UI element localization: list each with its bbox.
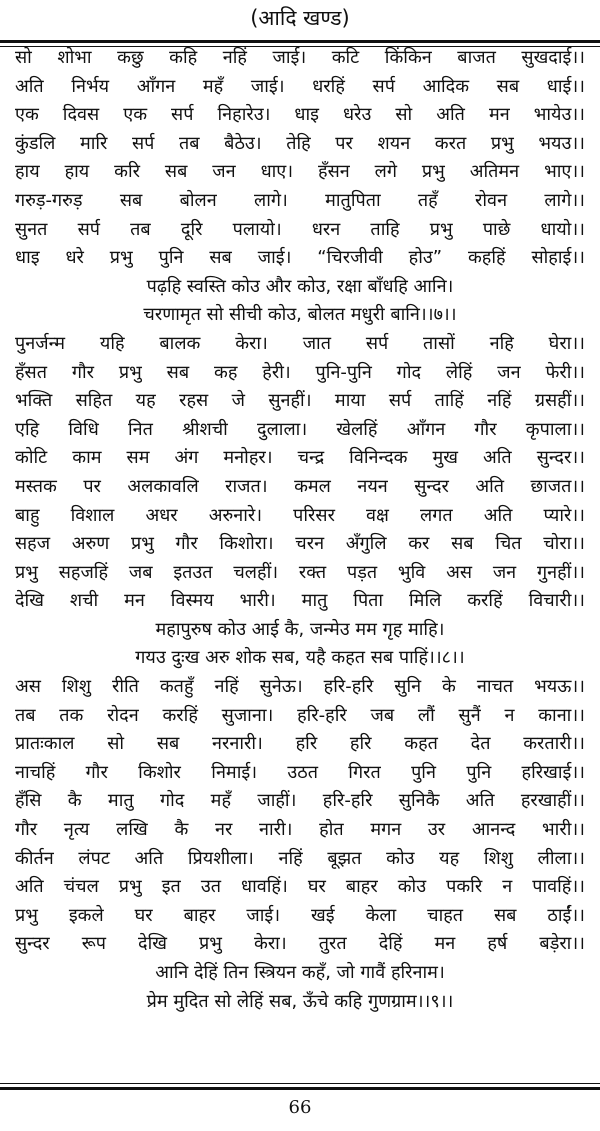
chaupai-line: एहि विधि नित श्रीशची दुलाला। खेलहिं आँगन गौर कृपाला।। (15, 418, 585, 440)
doha-line: पढ़हि स्वस्ति कोउ और कोउ, रक्षा बाँधहि आनि। (146, 275, 454, 297)
chaupai-line: हँसत गौर प्रभु सब कह हेरी। पुनि-पुनि गोद लेहिं जन फेरी।। (15, 361, 585, 383)
chaupai-line: नाचहिं गौर किशोर निमाई। उठत गिरत पुनि पुनि हरिखाई।। (15, 761, 585, 783)
chaupai-line: गौर नृत्य लखि कै नर नारी। होत मगन उर आनन्द भारी।। (15, 819, 585, 841)
verse-body (15, 44, 585, 1016)
chaupai-line: कुंडलि मारि सर्प तब बैठेउ। तेहि पर शयन करत प्रभु भयउ।। (15, 132, 585, 154)
chaupai-line: पुनर्जन्म यहि बालक केरा। जात सर्प तासों नहि घेरा।। (15, 332, 585, 354)
chaupai-line: हाय हाय करि सब जन धाए। हँसन लगे प्रभु अतिमन भाए।। (15, 161, 585, 183)
chaupai-line: सहज अरुण प्रभु गौर किशोरा। चरन अँगुलि कर सब चित चोरा।। (15, 533, 585, 555)
doha-line: चरणामृत सो सीची कोउ, बोलत मधुरी बानि।।७।। (143, 304, 457, 326)
page-number: 66 (288, 1097, 312, 1118)
chaupai-line: हँसि कै मातु गोद महँ जाहीं। हरि-हरि सुनिकै अति हरखाहीं।। (15, 790, 585, 812)
chaupai-line: गरुड़-गरुड़ सब बोलन लागे। मातुपिता तहँ रोवन लागे।। (15, 189, 585, 211)
chaupai-line: अति चंचल प्रभु इत उत धावहिं। घर बाहर कोउ पकरि न पावहिं।। (15, 876, 585, 898)
chaupai-line: मस्तक पर अलकावलि राजत। कमल नयन सुन्दर अति छाजत।। (15, 475, 585, 497)
chaupai-line: अति निर्भय आँगन महँ जाई। धरहिं सर्प आदिक सब धाई।। (15, 75, 585, 97)
page-header: (आदि खण्ड) (250, 6, 350, 30)
footer-rule (0, 1083, 600, 1090)
doha-line: महापुरुष कोउ आई कै, जन्मेउ मम गृह माहि। (155, 618, 445, 640)
chaupai-line: धाइ धरे प्रभु पुनि सब जाई। “चिरजीवी होउ” कहहिं सोहाई।। (15, 247, 585, 269)
chaupai-line: देखि शची मन विस्मय भारी। मातु पिता मिलि करहिं विचारी।। (15, 590, 585, 612)
doha-line: आनि देहिं तिन स्त्रियन कहँ, जो गावैं हरिनाम। (155, 962, 445, 983)
chaupai-line: कीर्तन लंपट अति प्रियशीला। नहिं बूझत कोउ यह शिशु लीला।। (15, 847, 585, 869)
chaupai-line: एक दिवस एक सर्प निहारेउ। धाइ धरेउ सो अति मन भायेउ।। (15, 104, 585, 126)
chaupai-line: अस शिशु रीति कतहुँ नहिं सुनेऊ। हरि-हरि सुनि के नाचत भयऊ।। (15, 676, 585, 698)
doha-line: प्रेम मुदित सो लेहिं सब, ऊँचे कहि गुणग्राम।।९।। (146, 990, 454, 1012)
chaupai-line: प्रभु सहजहिं जब इतउत चलहीं। रक्त पड़त भुवि अस जन गुनहीं।। (15, 561, 585, 583)
chaupai-line: कोटि काम सम अंग मनोहर। चन्द्र विनिन्दक मुख अति सुन्दर।। (15, 447, 585, 469)
doha-line: गयउ दुःख अरु शोक सब, यहै कहत सब पाहिं।।८।। (135, 647, 465, 669)
chaupai-line: तब तक रोदन करहिं सुजाना। हरि-हरि जब लौं सुनैं न काना।। (15, 704, 585, 726)
chaupai-line: सुन्दर रूप देखि प्रभु केरा। तुरत देहिं मन हर्ष बड़ेरा।। (15, 933, 585, 955)
chaupai-line: सो शोभा कछु कहि नहिं जाई। कटि किंकिन बाजत सुखदाई।। (15, 47, 585, 68)
chaupai-line: बाहु विशाल अधर अरुनारे। परिसर वक्ष लगत अति प्यारे।। (15, 504, 585, 526)
chaupai-line: प्रभु इकले घर बाहर जाई। खई केला चाहत सब ठाईं।। (15, 904, 585, 926)
chaupai-line: सुनत सर्प तब दूरि पलायो। धरन ताहि प्रभु पाछे धायो।। (15, 218, 585, 240)
chaupai-line: भक्ति सहित यह रहस जे सुनहीं। माया सर्प ताहिं नहिं ग्रसहीं।। (15, 390, 585, 412)
chaupai-line: प्रातःकाल सो सब नरनारी। हरि हरि कहत देत करतारी।। (15, 733, 585, 755)
